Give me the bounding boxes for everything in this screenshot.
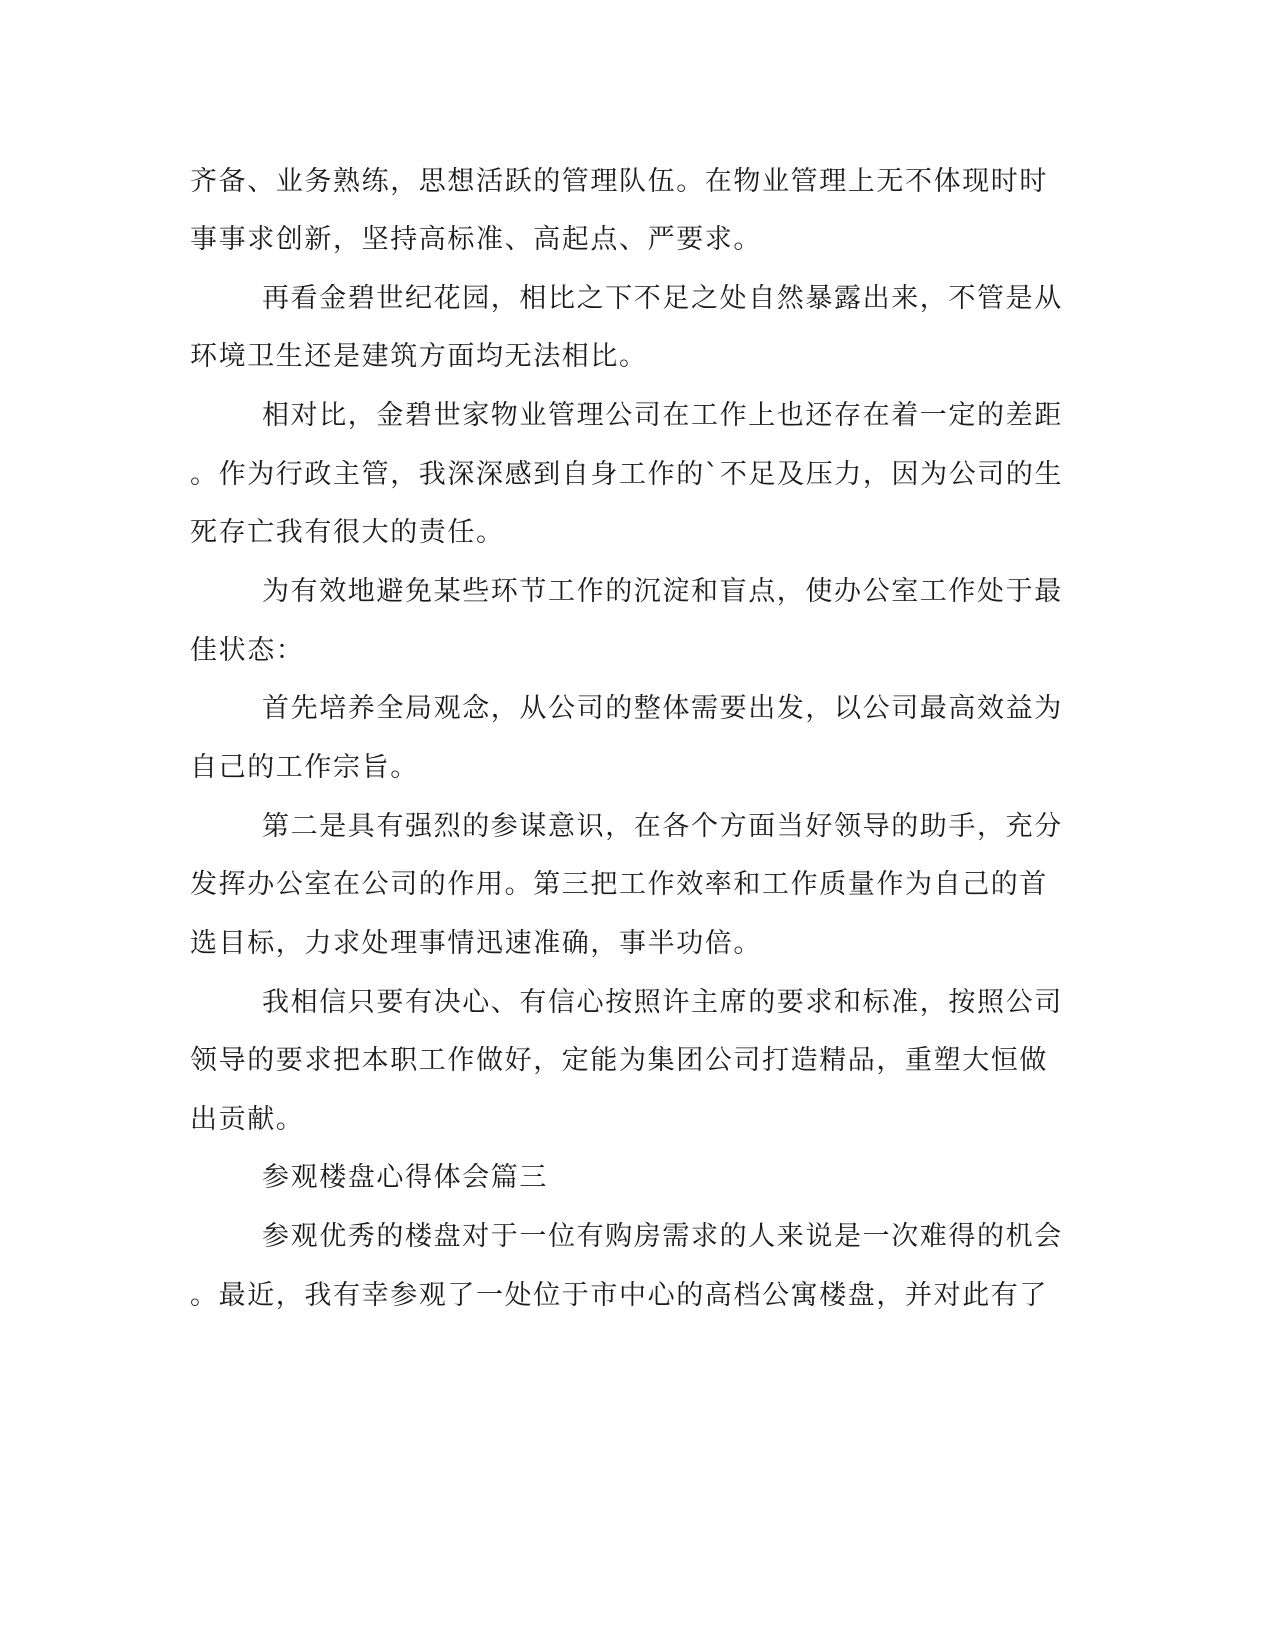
paragraph-start: 第二是具有强烈的参谋意识，在各个方面当好领导的助手，充分 [262,811,1063,842]
paragraph-start: 相对比，金碧世家物业管理公司在工作上也还存在着一定的差距 [262,400,1063,431]
text-line: 事事求创新，坚持高标准、高起点、严要求。 [190,224,762,255]
paragraph-start: 参观优秀的楼盘对于一位有购房需求的人来说是一次难得的机会 [262,1221,1063,1252]
paragraph-start: 我相信只要有决心、有信心按照许主席的要求和标准，按照公司 [262,987,1063,1018]
text-line: 齐备、业务熟练，思想活跃的管理队伍。在物业管理上无不体现时时 [190,166,1048,197]
text-line: 自己的工作宗旨。 [190,752,419,783]
text-line: 选目标，力求处理事情迅速准确，事半功倍。 [190,928,762,959]
text-line: 。作为行政主管，我深深感到自身工作的`不足及压力，因为公司的生 [190,459,1064,490]
section-heading: 参观楼盘心得体会篇三 [262,1162,548,1193]
paragraph-start: 为有效地避免某些环节工作的沉淀和盲点，使办公室工作处于最 [262,576,1063,607]
text-line: 出贡献。 [190,1104,305,1135]
text-line: 环境卫生还是建筑方面均无法相比。 [190,341,648,372]
text-line: 发挥办公室在公司的作用。第三把工作效率和工作质量作为自己的首 [190,869,1048,900]
paragraph-start: 再看金碧世纪花园，相比之下不足之处自然暴露出来，不管是从 [262,283,1063,314]
text-line: 佳状态： [190,635,305,666]
text-line: 死存亡我有很大的责任。 [190,517,505,548]
text-line: 领导的要求把本职工作做好，定能为集团公司打造精品，重塑大恒做 [190,1045,1048,1076]
paragraph-start: 首先培养全局观念，从公司的整体需要出发，以公司最高效益为 [262,693,1063,724]
text-line: 。最近，我有幸参观了一处位于市中心的高档公寓楼盘，并对此有了 [190,1280,1048,1311]
